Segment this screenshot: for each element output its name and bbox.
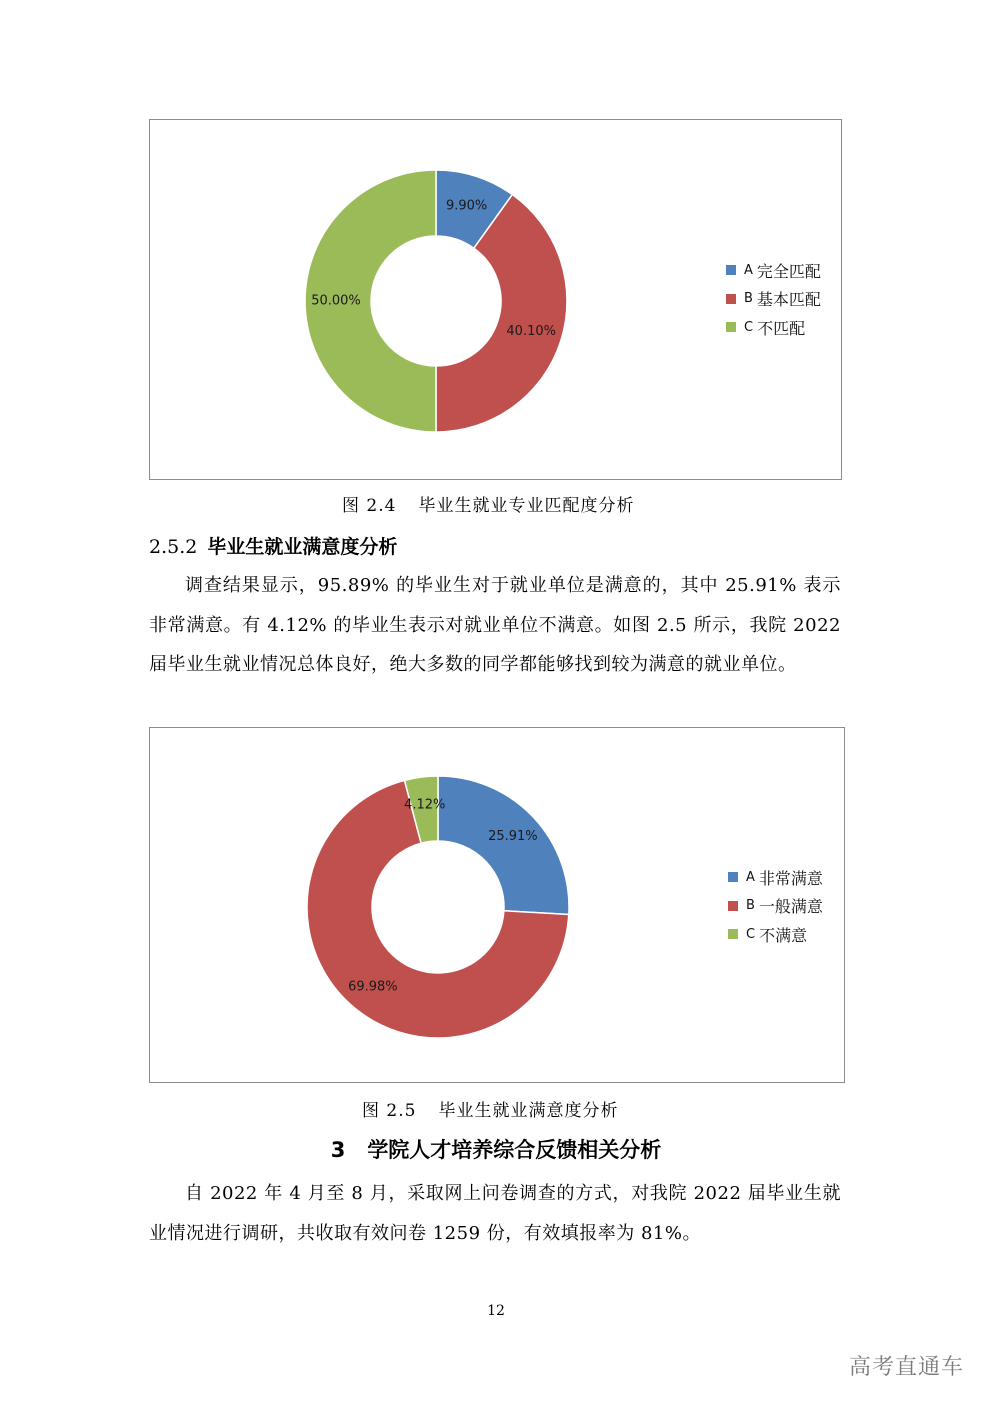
data-label-a: 9.90% [445,198,488,214]
chart-match-degree [149,119,842,480]
legend-item-a [728,863,823,892]
legend-swatch-green [726,322,736,332]
legend-letter: B [744,291,753,307]
legend-label: 非常满意 [758,868,823,888]
subheading-2-5-2 [149,532,397,559]
legend-item-b [728,892,823,921]
legend-letter: C [744,319,754,335]
data-label-b: 69.98% [348,979,398,995]
legend-label: 完全匹配 [756,261,821,281]
caption-number: 图 2.5 [362,1101,417,1121]
legend-label: 基本匹配 [756,290,821,310]
caption-title: 毕业生就业满意度分析 [438,1101,619,1121]
figure-caption-2-5 [362,1096,618,1121]
legend-satisfaction [728,863,823,949]
legend-swatch-blue [728,872,738,882]
legend-letter: A [746,869,755,885]
data-label-c: 4.12% [404,797,446,813]
data-label-c: 50.00% [311,293,361,309]
paragraph-survey: 自 2022 年 4 月至 8 月，采取网上问卷调查的方式，对我院 2022 届毕业生就业情况进行调研，共收取有效问卷 1259 份，有效填报率为 81%。 [149,1183,841,1244]
watermark: 高考直通车 [848,1355,964,1380]
subheading-title: 毕业生就业满意度分析 [207,536,398,558]
legend-letter: C [746,926,756,942]
caption-number: 图 2.4 [342,496,397,516]
legend-label: 一般满意 [758,897,823,917]
legend-letter: A [744,262,753,278]
section-number: 3 [330,1138,346,1162]
data-label-a: 25.91% [488,828,538,844]
legend-swatch-red [728,901,738,911]
subheading-number: 2.5.2 [149,536,198,558]
page-number: 12 [487,1303,505,1319]
section-heading-3 [0,1134,992,1164]
legend-item-c [728,920,823,949]
legend-item-a [726,256,821,285]
chart-satisfaction [149,727,845,1083]
legend-label: 不匹配 [757,318,806,338]
section-title: 学院人才培养综合反馈相关分析 [367,1138,662,1162]
legend-item-b [726,285,821,314]
legend-letter: B [746,898,755,914]
legend-swatch-blue [726,265,736,275]
legend-swatch-green [728,929,738,939]
data-label-b: 40.10% [506,324,556,340]
caption-title: 毕业生就业专业匹配度分析 [418,496,635,516]
donut-slice-a [438,776,569,914]
figure-caption-2-4 [342,491,634,516]
paragraph-satisfaction: 调查结果显示，95.89% 的毕业生对于就业单位是满意的，其中 25.91% 表示非常满意。有 4.12% 的毕业生表示对就业单位不满意。如图 2.5 所示，我院 2022 届毕业生就业情况总体良好，绝大多数的同学都能够找到较为满意的就业单位。 [149,575,841,675]
legend-item-c [726,313,821,342]
legend-label: 不满意 [759,925,808,945]
legend-swatch-red [726,294,736,304]
legend-match [726,256,821,342]
